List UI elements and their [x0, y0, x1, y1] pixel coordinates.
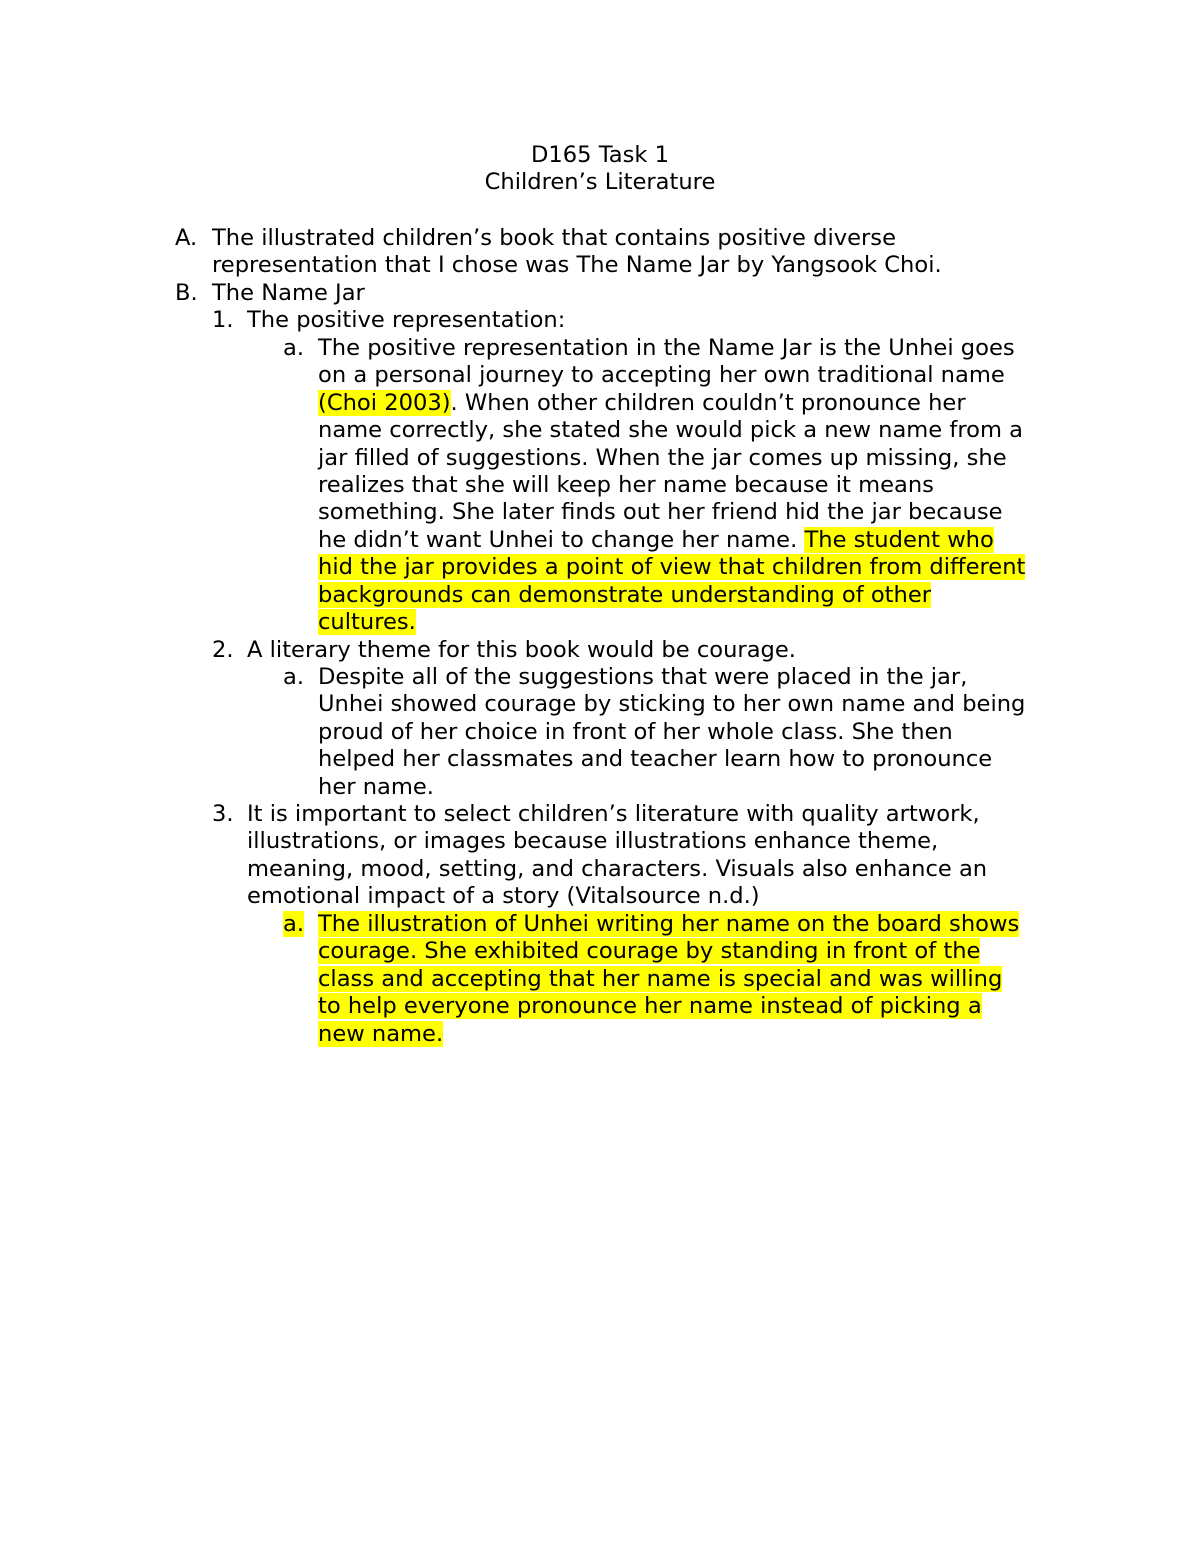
- item-1-sub-a-line-2: on a personal journey to accepting her own traditional name: [318, 362, 1005, 389]
- line-3-rest: . When other children couldn’t pronounce her: [450, 389, 966, 416]
- section-b-marker: B.: [175, 280, 198, 306]
- item-3-sub-a-line-2: [318, 938, 1019, 965]
- item-1-sub-a-line-10: [318, 582, 1025, 609]
- item-3-sub-a-line-3-text: class and accepting that her name is special and was willing: [318, 965, 1003, 992]
- item-1-sub-a-line-8: [318, 527, 1025, 554]
- section-a-text: [212, 225, 942, 280]
- section-a-line-1: The illustrated children’s book that contains positive diverse: [212, 225, 896, 251]
- item-1-sub-a-line-3: [318, 390, 1025, 417]
- item-1-text: The positive representation:: [247, 307, 566, 333]
- citation-highlight: (Choi 2003): [318, 389, 451, 416]
- item-3-sub-a-line-2-text: courage. She exhibited courage by standing in front of the: [318, 938, 981, 965]
- item-3-sub-a-line-4: [318, 993, 1019, 1020]
- item-1-sub-a-text: [318, 335, 1025, 636]
- item-2-sub-a-marker: a.: [283, 664, 305, 690]
- item-1-sub-a-line-4: name correctly, she stated she would pick a new name from a: [318, 417, 1023, 444]
- item-1-sub-a-line-9: [318, 554, 1025, 581]
- line-11-highlight: cultures.: [318, 608, 416, 635]
- item-3-line-4: emotional impact of a story (Vitalsource n.d.): [247, 883, 760, 910]
- item-1-marker: 1.: [212, 307, 234, 333]
- item-1-sub-a-line-11: [318, 609, 1025, 636]
- item-3-sub-a-line-1-text: The illustration of Unhei writing her name on the board shows: [318, 911, 1020, 937]
- section-a-marker: A.: [175, 225, 198, 251]
- item-3-sub-a-line-3: [318, 966, 1019, 993]
- item-2-sub-a-line-3: proud of her choice in front of her whole class. She then: [318, 718, 953, 745]
- document-subtitle: Children’s Literature: [484, 169, 716, 195]
- item-3-sub-a-line-5: [318, 1021, 1019, 1048]
- section-b-heading: The Name Jar: [212, 280, 365, 306]
- item-2-sub-a-line-1: Despite all of the suggestions that were placed in the jar,: [318, 664, 968, 690]
- item-2-sub-a-line-5: her name.: [318, 773, 434, 800]
- document-title: D165 Task 1: [530, 142, 670, 168]
- item-2-text: A literary theme for this book would be courage.: [247, 637, 796, 663]
- item-1-sub-a-line-5: jar filled of suggestions. When the jar comes up missing, she: [318, 444, 1007, 471]
- item-3-line-3: meaning, mood, setting, and characters. Visuals also enhance an: [247, 855, 988, 882]
- item-2-marker: 2.: [212, 637, 234, 663]
- item-1-sub-a-marker: a.: [283, 335, 305, 361]
- item-3-sub-a-line-4-text: to help everyone pronounce her name instead of picking a: [318, 993, 982, 1020]
- item-3-sub-a-marker-text: a.: [283, 911, 305, 937]
- item-3-text: [247, 801, 987, 911]
- item-1-sub-a-line-6: realizes that she will keep her name because it means: [318, 471, 934, 498]
- section-a-line-2: representation that I chose was The Name Jar by Yangsook Choi.: [212, 252, 942, 279]
- line-8-plain: he didn’t want Unhei to change her name.: [318, 526, 805, 553]
- line-8-highlight: The student who: [804, 526, 994, 553]
- item-1-sub-a-line-1: The positive representation in the Name Jar is the Unhei goes: [318, 335, 1015, 361]
- item-3-sub-a-marker: [283, 911, 304, 938]
- item-3-sub-a-text: [318, 911, 1019, 1048]
- item-2-sub-a-text: [318, 664, 1025, 801]
- line-10-highlight: backgrounds can demonstrate understanding of other: [318, 581, 932, 608]
- item-3-line-2: illustrations, or images because illustrations enhance theme,: [247, 828, 939, 855]
- item-3-sub-a-line-5-text: new name.: [318, 1020, 444, 1047]
- item-3-marker: 3.: [212, 801, 234, 827]
- item-2-sub-a-line-4: helped her classmates and teacher learn how to pronounce: [318, 746, 993, 773]
- item-3-line-1: It is important to select children’s literature with quality artwork,: [247, 801, 980, 827]
- item-3-sub-a-line-1: [318, 911, 1019, 938]
- item-2-sub-a-line-2: Unhei showed courage by sticking to her own name and being: [318, 691, 1026, 718]
- line-9-highlight: hid the jar provides a point of view that children from different: [318, 554, 1026, 581]
- item-1-sub-a-line-7: something. She later finds out her friend hid the jar because: [318, 499, 1003, 526]
